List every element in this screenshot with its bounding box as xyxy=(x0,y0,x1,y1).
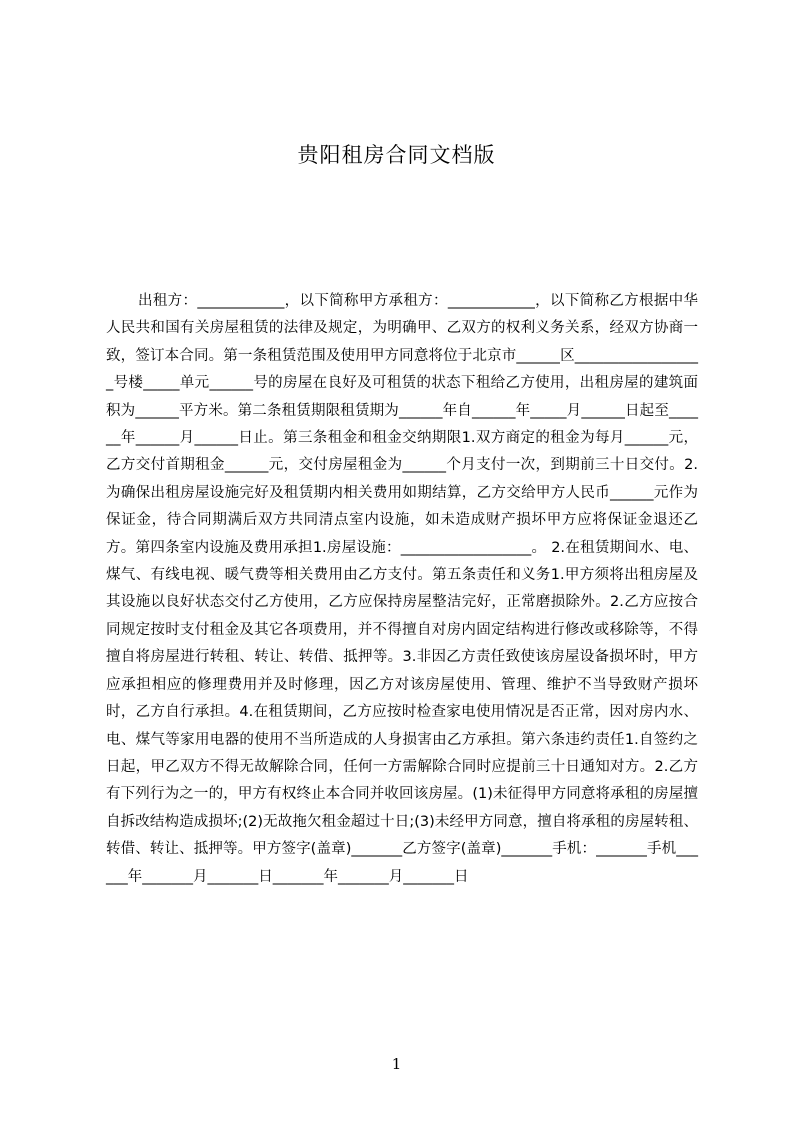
document-title: 贵阳租房合同文档版 xyxy=(297,143,496,167)
page-number: 1 xyxy=(391,1055,402,1073)
contract-body-text: 出租方：____________，以下简称甲方承租方：____________，以下简称乙方根据中华人民共和国有关房屋租赁的法律及规定，为明确甲、乙双方的权利义务关系，经双方协商一致，签订本合同。第一条租赁范围及使用甲方同意将位于北京市______区__________________号楼_____单元______号的房屋在良好及可租赁的状态下租给乙方使用，出租房屋的建筑面积为______平方米。第二条租赁期限租赁期为______年自______年_____月______日起至______年______月______日止。第三条租金和租金交纳期限1.双方商定的租金为每月______元，乙方交付首期租金______元，交付房屋租金为______个月支付一次，到期前三十日交付。2.为确保出租房屋设施完好及租赁期内相关费用如期结算，乙方交给甲方人民币______元作为保证金，待合同期满后双方共同清点室内设施，如未造成财产损坏甲方应将保证金退还乙方。第四条室内设施及费用承担1.房屋设施：__________________。 2.在租赁期间水、电、煤气、有线电视、暖气费等相关费用由乙方支付。第五条责任和义务1.甲方须将出租房屋及其设施以良好状态交付乙方使用，乙方应保持房屋整洁完好，正常磨损除外。2.乙方应按合同规定按时支付租金及其它各项费用，并不得擅自对房内固定结构进行修改或移除等，不得擅自将房屋进行转租、转让、转借、抵押等。3.非因乙方责任致使该房屋设备损坏时，甲方应承担相应的修理费用并及时修理，因乙方对该房屋使用、管理、维护不当导致财产损坏时，乙方自行承担。4.在租赁期间，乙方应按时检查家电使用情况是否正常，因对房内水、电、煤气等家用电器的使用不当所造成的人身损害由乙方承担。第六条违约责任1.自签约之日起，甲乙双方不得无故解除合同，任何一方需解除合同时应提前三十日通知对方。2.乙方有下列行为之一的，甲方有权终止本合同并收回该房屋。(1)未征得甲方同意将承租的房屋擅自拆改结构造成损坏;(2)无故拖欠租金超过十日;(3)未经甲方同意，擅自将承租的房屋转租、转借、转让、抵押等。甲方签字(盖章)_______乙方签字(盖章)_______手机：_______手机______年_______月_______日_______年_______月_______日 xyxy=(106,293,698,885)
